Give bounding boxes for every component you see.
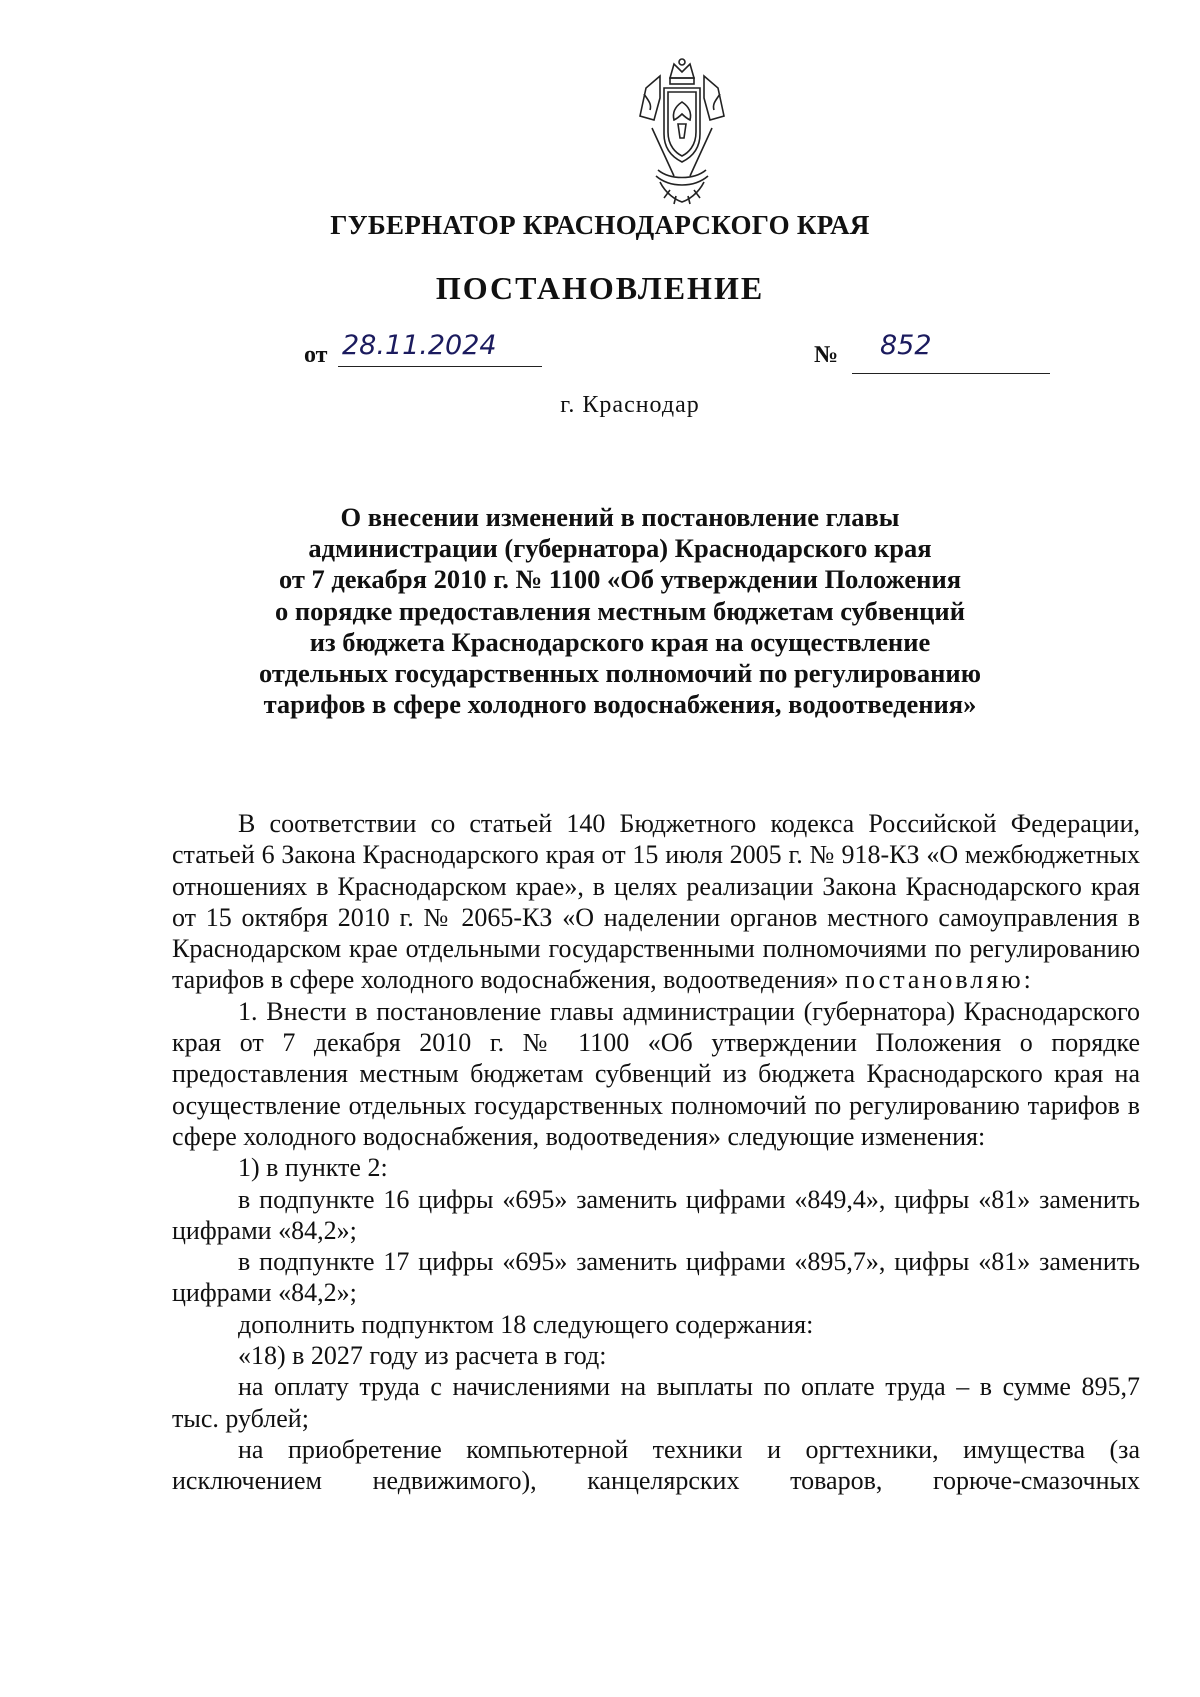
document-body xyxy=(172,808,1140,1497)
title-line: О внесении изменений в постановление главы xyxy=(340,502,900,532)
title-line: от 7 декабря 2010 г. № 1100 «Об утверждении Положения xyxy=(278,564,962,595)
sub-item-1-paragraph: 1) в пункте 2: xyxy=(238,1153,388,1183)
number-label: № xyxy=(814,342,839,368)
subparagraph-17-change: в подпункте 17 цифры «695» заменить цифрами «895,7», цифры «81» заменить цифрами «84,2»; xyxy=(172,1247,1140,1308)
subparagraph-16-change: в подпункте 16 цифры «695» заменить цифрами «849,4», цифры «81» заменить цифрами «84,2»; xyxy=(172,1184,1140,1245)
title-line: из бюджета Краснодарского края на осуществление xyxy=(309,626,931,657)
document-date: 28.11.2024 xyxy=(338,330,542,367)
title-line: о порядке предоставления местным бюджетам субвенций xyxy=(275,595,965,626)
document-type-heading: ПОСТАНОВЛЕНИЕ xyxy=(435,270,765,306)
document-number: 852 xyxy=(852,330,1050,374)
add-subparagraph-18: дополнить подпунктом 18 следующего содержания: xyxy=(238,1309,814,1339)
item-1-paragraph: 1. Внести в постановление главы администрации (губернатора) Краснодарского края от 7 декабря 2010 г. № 1100 «Об утверждении Положения о порядке предоставления местным бюджетам субвенций из бюджета Краснодарского края на осуществление отдельных государственных полномочий по регулированию тарифов в сфере холодного водоснабжения, водоотведения» следующие изменения: xyxy=(172,996,1140,1151)
equipment-paragraph: на приобретение компьютерной техники и оргтехники, имущества (за исключением недвижимого), канцелярских товаров, горюче-смазочных xyxy=(172,1434,1140,1496)
preamble-text: В соответствии со статьей 140 Бюджетного кодекса Российской Федерации, статьей 6 Закона Краснодарского края от 15 июля 2005 г. № 918-КЗ «О межбюджетных отношениях в Краснодарском крае», в целях реализации Закона Краснодарского края от 15 октября 2010 г. № 2065-КЗ «О наделении органов местного самоуправления в Краснодарском крае отдельными государственными полномочиями по регулированию тарифов в сфере холодного водоснабжения, водоотведения» xyxy=(172,809,1140,995)
preamble-paragraph xyxy=(172,808,1140,996)
issue-city: г. Краснодар xyxy=(560,392,700,418)
title-line: тарифов в сфере холодного водоснабжения, водоотведения» xyxy=(263,689,977,720)
date-prefix: от xyxy=(304,342,328,368)
decree-word: постановляю: xyxy=(845,965,1034,995)
document-title xyxy=(150,502,1090,720)
title-line: администрации (губернатора) Краснодарского края xyxy=(308,533,932,564)
title-line: отдельных государственных полномочий по регулированию xyxy=(259,658,981,689)
subparagraph-18-text: «18) в 2027 году из расчета в год: xyxy=(238,1341,607,1371)
krasnodar-krai-coat-of-arms-icon xyxy=(630,58,734,206)
issuing-authority: ГУБЕРНАТОР КРАСНОДАРСКОГО КРАЯ xyxy=(330,210,870,240)
labor-payment-paragraph: на оплату труда с начислениями на выплаты по оплате труда – в сумме 895,7 тыс. рублей; xyxy=(172,1372,1140,1433)
